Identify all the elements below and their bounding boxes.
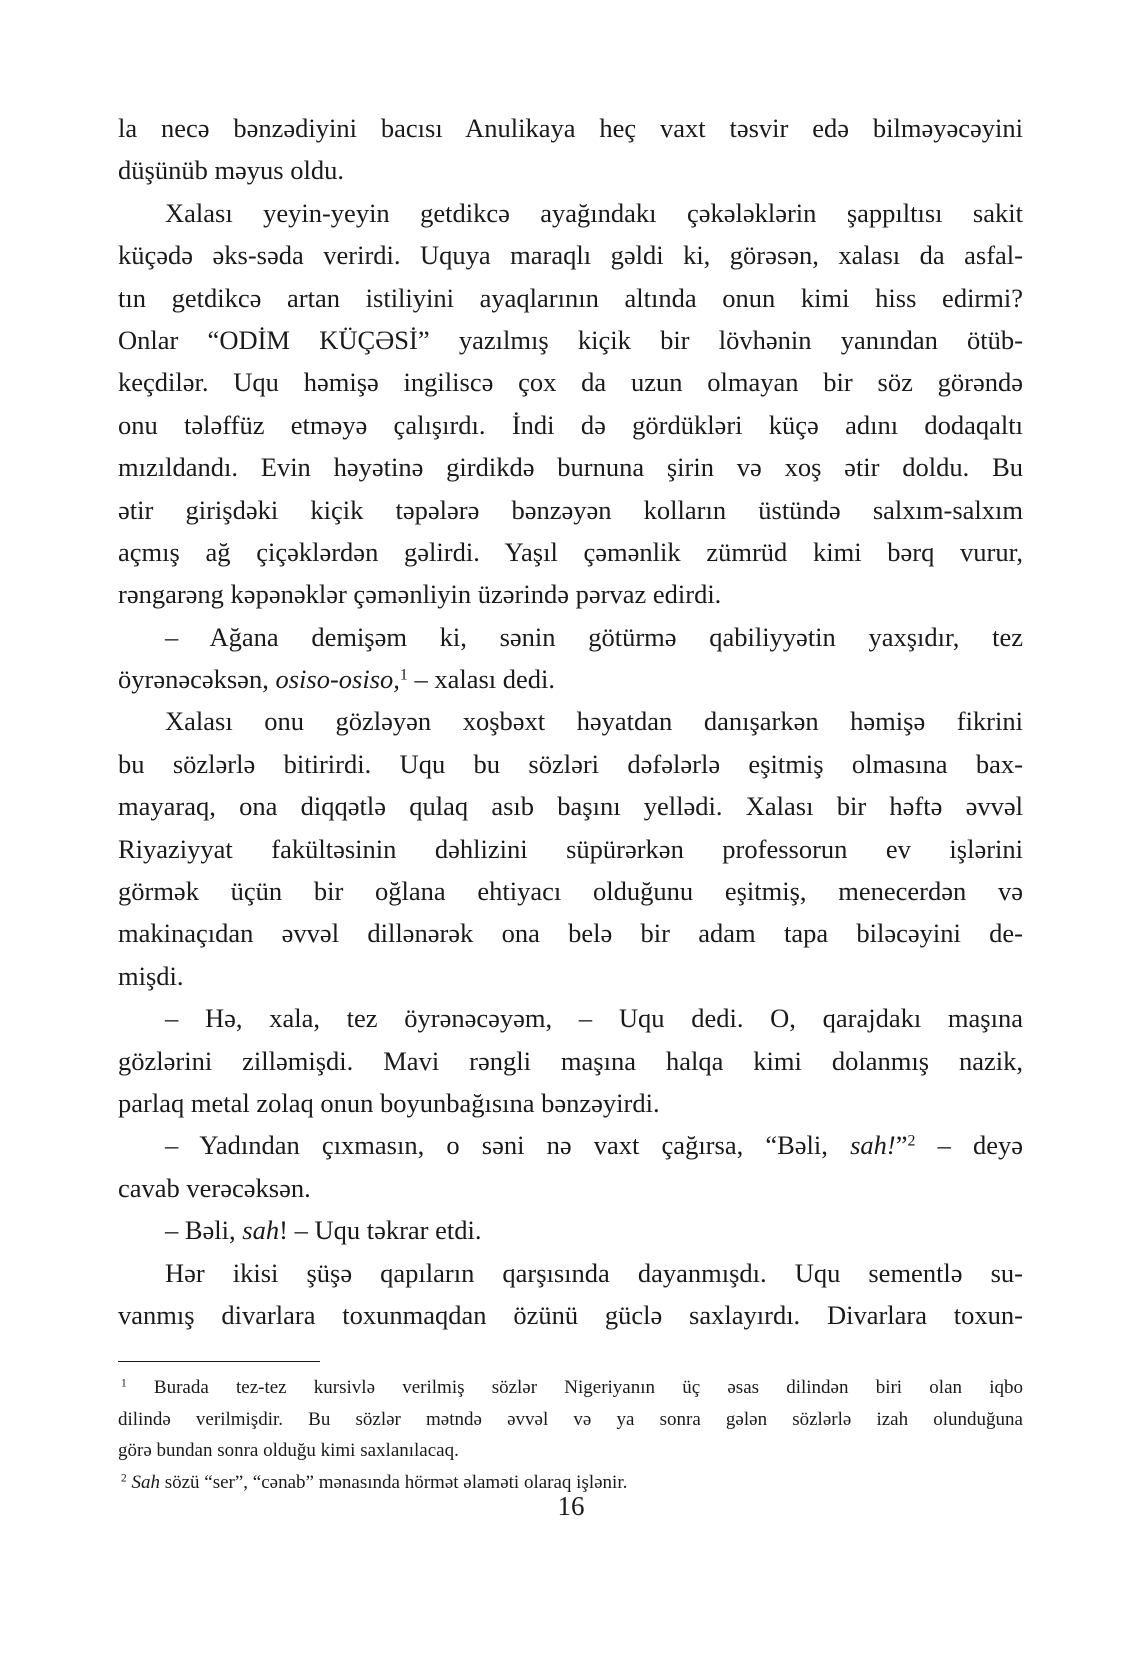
text-line: Riyaziyyat fakültəsinin dəhlizini süpürərkən professorun ev işlərini: [118, 833, 1023, 864]
text-line: mişdi.: [118, 960, 184, 991]
text-line: gözlərini zilləmişdi. Mavi rəngli maşına halqa kimi dolanmış nazik,: [118, 1045, 1023, 1076]
footnote-marker: 1: [121, 1377, 127, 1390]
text-line: Hər ikisi şüşə qapıların qarşısında dayanmışdı. Uqu sementlə su-: [165, 1257, 1023, 1288]
text-line: tın getdikcə artan istiliyini ayaqlarının altında onun kimi hiss edirmi?: [118, 282, 1023, 313]
text-run: – Yadından çıxmasın, o səni nə vaxt çağırsa, “Bəli,: [165, 1130, 851, 1161]
text-line: [118, 1124, 1023, 1166]
text-line: ətir girişdəki kiçik təpələrə bənzəyən kolların üstündə salxım-salxım: [118, 494, 1023, 525]
text-run: ! – Uqu təkrar etdi.: [279, 1215, 482, 1246]
text-line: – Hə, xala, tez öyrənəcəyəm, – Uqu dedi. O, qarajdakı maşına: [165, 1003, 1023, 1034]
footnote-ref-1: 1: [399, 666, 408, 684]
text-run: öyrənəcəksən,: [118, 664, 276, 695]
footnote-line: dilində verilmişdir. Bu sözlər mətndə əvvəl və ya sonra gələn sözlərlə izah olunduğuna: [118, 1408, 1023, 1430]
text-line: Onlar “ODİM KÜÇƏSİ” yazılmış kiçik bir lövhənin yanından ötüb-: [118, 324, 1023, 355]
italic-word: osiso-osiso,: [275, 664, 400, 695]
text-line: mızıldandı. Evin həyətinə girdikdə burnuna şirin və xoş ətir doldu. Bu: [118, 452, 1023, 483]
text-line: küçədə əks-səda verirdi. Uquya maraqlı gəldi ki, görəsən, xalası da asfal-: [118, 240, 1023, 271]
text-line: onu tələffüz etməyə çalışırdı. İndi də gördükləri küçə adını dodaqaltı: [118, 409, 1023, 440]
text-line: rəngarəng kəpənəklər çəmənliyin üzərində pərvaz edirdi.: [118, 579, 722, 610]
text-line: Xalası onu gözləyən xoşbəxt həyatdan danışarkən həmişə fikrini: [165, 706, 1023, 737]
text-run: – xalası dedi.: [407, 664, 556, 695]
text-line: cavab verəcəksən.: [118, 1172, 311, 1203]
page-number: 16: [557, 1491, 585, 1521]
italic-word: Sah: [131, 1471, 160, 1493]
body-text: [118, 107, 1023, 1336]
text-line: [118, 1209, 1023, 1251]
footnote-text: sözü “ser”, “cənab” mənasında hörmət əlaməti olaraq işlənir.: [159, 1471, 628, 1493]
italic-word: sah!: [850, 1130, 896, 1161]
footnote-ref-2: 2: [907, 1132, 916, 1150]
footnote-marker: 2: [121, 1472, 127, 1485]
text-line: keçdilər. Uqu həmişə ingiliscə çox da uzun olmayan bir söz görəndə: [118, 367, 1023, 398]
text-line: [118, 658, 1023, 700]
text-line: bu sözlərlə bitirirdi. Uqu bu sözləri dəfələrlə eşitmiş olmasına bax-: [118, 748, 1023, 779]
text-line: açmış ağ çiçəklərdən gəlirdi. Yaşıl çəmənlik zümrüd kimi bərq vurur,: [118, 536, 1023, 567]
text-line: la necə bənzədiyini bacısı Anulikaya heç vaxt təsvir edə bilməyəcəyini: [118, 113, 1023, 143]
text-run: ”: [895, 1130, 908, 1161]
text-line: mayaraq, ona diqqətlə qulaq asıb başını yellədi. Xalası bir həftə əvvəl: [118, 791, 1023, 822]
text-line: makinaçıdan əvvəl dillənərək ona belə bir adam tapa biləcəyini de-: [118, 918, 1023, 949]
footnote-text: Burada tez-tez kursivlə verilmiş sözlər Nigeriyanın üç əsas dilindən biri olan iqbo: [126, 1377, 1023, 1398]
text-line: parlaq metal zolaq onun boyunbağısına bənzəyirdi.: [118, 1087, 660, 1118]
footnotes: [118, 1372, 1023, 1498]
text-line: Xalası yeyin-yeyin getdikcə ayağındakı çəkələklərin şappıltısı sakit: [165, 197, 1023, 228]
text-run: – Bəli,: [165, 1215, 243, 1246]
italic-word: sah: [242, 1215, 280, 1246]
text-line: görmək üçün bir oğlana ehtiyacı olduğunu eşitmiş, menecerdən və: [118, 876, 1023, 907]
text-line: vanmış divarlara toxunmaqdan özünü güclə saxlayırdı. Divarlara toxun-: [118, 1299, 1023, 1330]
footnote-1: [118, 1372, 1023, 1404]
text-line: düşünüb məyus oldu.: [118, 155, 344, 186]
footnote-divider: [118, 1361, 320, 1362]
footnote-line: görə bundan sonra olduğu kimi saxlanılacaq.: [118, 1440, 459, 1461]
text-run: – deyə: [915, 1130, 1023, 1161]
text-line: – Ağana demişəm ki, sənin götürmə qabiliyyətin yaxşıdır, tez: [165, 621, 1023, 652]
